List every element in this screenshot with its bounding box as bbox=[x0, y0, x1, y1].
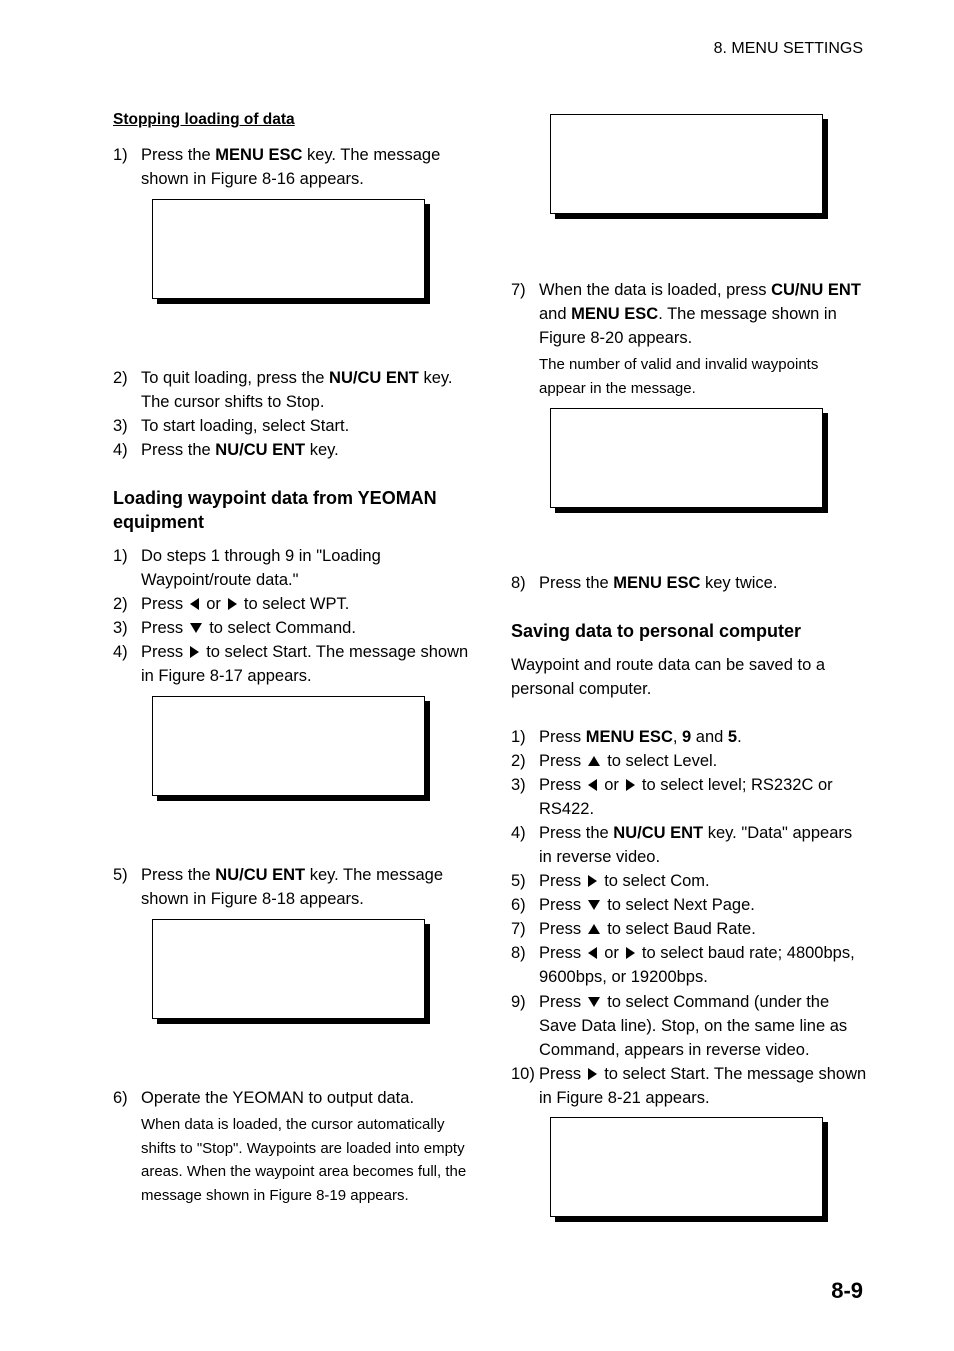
yeoman-step-3 bbox=[113, 616, 471, 640]
step-text: to select baud rate; 4800bps, 9600bps, or 19200bps. bbox=[539, 944, 855, 986]
arrow-right-icon bbox=[190, 646, 199, 658]
step-text: Press bbox=[141, 595, 184, 613]
step-text: to select WPT. bbox=[243, 595, 350, 613]
step-number: 6) bbox=[113, 1089, 128, 1107]
key-name: 5 bbox=[727, 728, 738, 746]
yeoman-step-7-note: The number of valid and invalid waypoints appear in the message. bbox=[539, 356, 819, 397]
arrow-right-icon bbox=[626, 779, 635, 791]
step-number: 2) bbox=[113, 595, 128, 613]
step-text: Press bbox=[539, 993, 582, 1011]
figure-8-17-box bbox=[152, 696, 425, 796]
step-number: 3) bbox=[113, 619, 128, 637]
key-name: MENU ESC bbox=[571, 305, 659, 323]
step-text: Press the bbox=[539, 824, 614, 842]
step-text: Do steps 1 through 9 in "Loading Waypoint/route data." bbox=[141, 547, 381, 589]
yeoman-step-5 bbox=[113, 863, 471, 911]
arrow-down-icon bbox=[588, 997, 600, 1007]
yeoman-step-4 bbox=[113, 640, 471, 688]
yeoman-step-2 bbox=[113, 592, 471, 616]
figure-8-16-box bbox=[152, 199, 425, 299]
running-header: 8. MENU SETTINGS bbox=[713, 40, 863, 57]
step-number: 10) bbox=[511, 1065, 535, 1083]
step-number: 1) bbox=[511, 728, 526, 746]
key-name: NU/CU ENT bbox=[613, 824, 704, 842]
arrow-left-icon bbox=[588, 947, 597, 959]
step-3-stop bbox=[113, 414, 471, 438]
key-name: CU/NU ENT bbox=[771, 281, 861, 299]
key-name: 9 bbox=[682, 728, 692, 746]
figure-8-21-box bbox=[550, 1117, 823, 1217]
arrow-right-icon bbox=[228, 598, 237, 610]
pc-step-7 bbox=[511, 917, 869, 941]
step-text: To quit loading, press the bbox=[141, 369, 330, 387]
step-text: Press bbox=[539, 752, 582, 770]
arrow-right-icon bbox=[588, 875, 597, 887]
step-text: To start loading, select Start. bbox=[141, 417, 350, 435]
step-number: 4) bbox=[113, 643, 128, 661]
step-1-stop bbox=[113, 143, 471, 191]
step-text: to select Command. bbox=[209, 619, 356, 637]
key-name: MENU ESC bbox=[613, 574, 701, 592]
step-text: or bbox=[604, 944, 619, 962]
subheading-stopping-loading: Stopping loading of data bbox=[113, 111, 295, 128]
arrow-down-icon bbox=[588, 900, 600, 910]
step-number: 3) bbox=[511, 776, 526, 794]
step-number: 2) bbox=[511, 752, 526, 770]
step-number: 2) bbox=[113, 369, 128, 387]
step-number: 4) bbox=[511, 824, 526, 842]
step-text: Press bbox=[539, 728, 586, 746]
step-text: key twice. bbox=[700, 574, 778, 592]
step-text: Press bbox=[141, 643, 184, 661]
step-number: 8) bbox=[511, 574, 526, 592]
pc-step-4 bbox=[511, 821, 869, 869]
step-text: to select Start. The message shown in Figure 8-17 appears. bbox=[141, 643, 469, 685]
pc-step-10 bbox=[511, 1062, 869, 1110]
step-text: Operate the YEOMAN to output data. bbox=[141, 1089, 415, 1107]
arrow-up-icon bbox=[588, 924, 600, 934]
pc-step-9 bbox=[511, 990, 869, 1062]
step-number: 6) bbox=[511, 896, 526, 914]
step-text: . bbox=[737, 728, 742, 746]
step-text: and bbox=[691, 728, 728, 746]
step-text: key. The cursor shifts to Stop. bbox=[141, 369, 453, 411]
arrow-right-icon bbox=[588, 1068, 597, 1080]
step-text: key. The message shown in Figure 8-16 appears. bbox=[141, 146, 441, 188]
heading-loading-yeoman: Loading waypoint data from YEOMAN equipment bbox=[113, 488, 437, 532]
step-text: to select Com. bbox=[604, 872, 710, 890]
saving-intro: Waypoint and route data can be saved to a personal computer. bbox=[511, 656, 826, 698]
step-text: Press the bbox=[141, 146, 216, 164]
arrow-down-icon bbox=[190, 623, 202, 633]
step-text: . The message shown in Figure 8-20 appears. bbox=[539, 305, 837, 347]
step-text: Press the bbox=[141, 866, 216, 884]
arrow-left-icon bbox=[588, 779, 597, 791]
step-text: key. bbox=[305, 441, 339, 459]
step-text: to select Baud Rate. bbox=[607, 920, 756, 938]
step-number: 9) bbox=[511, 993, 526, 1011]
figure-8-18-box bbox=[152, 919, 425, 1019]
arrow-up-icon bbox=[588, 756, 600, 766]
page-number: 8-9 bbox=[831, 1278, 863, 1303]
step-4-stop bbox=[113, 438, 471, 462]
step-text: key. "Data" appears in reverse video. bbox=[539, 824, 853, 866]
step-number: 3) bbox=[113, 417, 128, 435]
step-text: Press bbox=[539, 872, 582, 890]
step-text: Press bbox=[141, 619, 184, 637]
yeoman-step-6 bbox=[113, 1086, 471, 1110]
step-text: or bbox=[206, 595, 221, 613]
pc-step-8 bbox=[511, 941, 869, 989]
step-text: Press bbox=[539, 920, 582, 938]
step-number: 1) bbox=[113, 547, 128, 565]
step-text: Press the bbox=[539, 574, 614, 592]
key-name: NU/CU ENT bbox=[329, 369, 419, 387]
step-text: Press bbox=[539, 896, 582, 914]
step-number: 7) bbox=[511, 920, 526, 938]
step-text: When the data is loaded, press bbox=[539, 281, 772, 299]
arrow-left-icon bbox=[190, 598, 199, 610]
yeoman-step-1 bbox=[113, 544, 471, 592]
step-text: Press bbox=[539, 944, 582, 962]
yeoman-step-6-note: When data is loaded, the cursor automatically shifts to "Stop". Waypoints are loaded into empty areas. When the waypoint area becomes full, the message shown in Figure 8-19 appears. bbox=[141, 1116, 467, 1204]
key-name: MENU ESC bbox=[215, 146, 303, 164]
key-name: NU/CU ENT bbox=[215, 441, 306, 459]
step-number: 1) bbox=[113, 146, 128, 164]
pc-step-1 bbox=[511, 725, 869, 749]
pc-step-2 bbox=[511, 749, 869, 773]
heading-saving-pc: Saving data to personal computer bbox=[511, 621, 802, 641]
yeoman-step-7 bbox=[511, 278, 869, 350]
figure-8-19-box bbox=[550, 114, 823, 214]
step-text: to select Level. bbox=[607, 752, 718, 770]
figure-8-20-box bbox=[550, 408, 823, 508]
step-text: to select Start. The message shown in Figure 8-21 appears. bbox=[539, 1065, 867, 1107]
step-text: and bbox=[539, 305, 572, 323]
step-text: Press the bbox=[141, 441, 216, 459]
step-text: , bbox=[672, 728, 683, 746]
step-text: or bbox=[604, 776, 619, 794]
step-text: to select Next Page. bbox=[607, 896, 755, 914]
arrow-right-icon bbox=[626, 947, 635, 959]
step-number: 5) bbox=[113, 866, 128, 884]
step-text: to select Command (under the Save Data line). Stop, on the same line as Command, appears in reverse video. bbox=[539, 993, 848, 1059]
step-2-stop bbox=[113, 366, 471, 414]
step-number: 8) bbox=[511, 944, 526, 962]
step-number: 5) bbox=[511, 872, 526, 890]
pc-step-6 bbox=[511, 893, 869, 917]
step-number: 7) bbox=[511, 281, 526, 299]
step-text: key. The message shown in Figure 8-18 appears. bbox=[141, 866, 444, 908]
key-name: MENU ESC bbox=[585, 728, 673, 746]
step-number: 4) bbox=[113, 441, 128, 459]
pc-step-5 bbox=[511, 869, 869, 893]
step-text: Press bbox=[539, 1065, 582, 1083]
pc-step-3 bbox=[511, 773, 869, 821]
step-text: Press bbox=[539, 776, 582, 794]
step-text: to select level; RS232C or RS422. bbox=[539, 776, 833, 818]
yeoman-step-8 bbox=[511, 571, 869, 595]
key-name: NU/CU ENT bbox=[215, 866, 306, 884]
